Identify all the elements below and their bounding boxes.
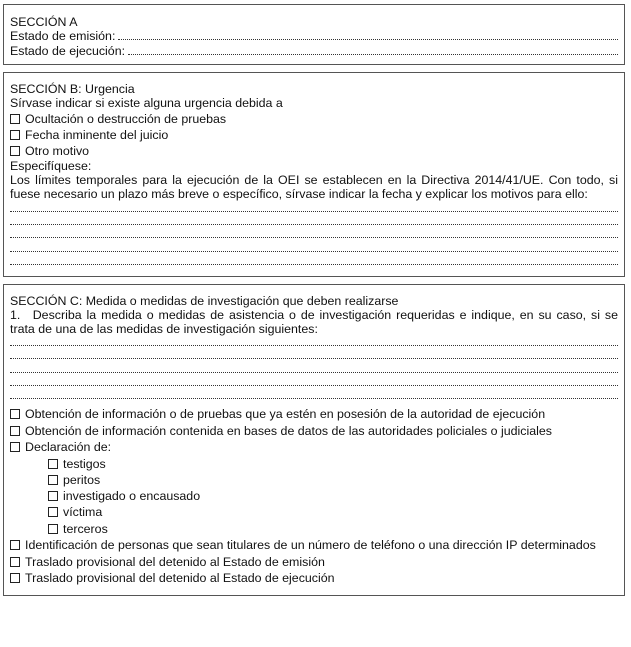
sub-option-experts[interactable] <box>48 473 618 487</box>
checkbox-icon[interactable] <box>48 475 58 485</box>
executing-state-row <box>10 44 618 58</box>
dotted-line[interactable] <box>10 236 618 238</box>
dotted-line[interactable] <box>10 263 618 265</box>
option-label: Fecha inminente del juicio <box>25 128 169 142</box>
option-label: testigos <box>63 457 106 471</box>
sub-option-victim[interactable] <box>48 505 618 519</box>
option-label: Traslado provisional del detenido al Estado de emisión <box>25 555 325 569</box>
sub-option-third-parties[interactable] <box>48 522 618 536</box>
issuing-state-label: Estado de emisión: <box>10 29 116 43</box>
checkbox-icon[interactable] <box>48 491 58 501</box>
executing-state-label: Estado de ejecución: <box>10 44 126 58</box>
option-label: Declaración de: <box>25 440 112 454</box>
dotted-line[interactable] <box>10 210 618 212</box>
option-transfer-executing[interactable] <box>10 571 618 585</box>
option-label: Traslado provisional del detenido al Estado de ejecución <box>25 571 335 585</box>
checkbox-icon[interactable] <box>48 524 58 534</box>
section-b-intro: Sírvase indicar si existe alguna urgencia debida a <box>10 96 283 110</box>
section-a-title: SECCIÓN A <box>10 15 78 29</box>
dotted-line[interactable] <box>10 357 618 359</box>
option-label: Obtención de información o de pruebas que ya estén en posesión de la autoridad de ejecución <box>25 407 546 421</box>
dotted-line[interactable] <box>10 250 618 252</box>
section-b <box>3 72 625 277</box>
issuing-state-field[interactable] <box>118 29 618 43</box>
checkbox-icon[interactable] <box>10 442 20 452</box>
option-label: Otro motivo <box>25 144 90 158</box>
checkbox-icon[interactable] <box>10 409 20 419</box>
dotted-line[interactable] <box>10 384 618 386</box>
dotted-line[interactable] <box>10 397 618 399</box>
option-label: investigado o encausado <box>63 489 201 503</box>
option-destruction[interactable] <box>10 112 618 126</box>
option-declaration[interactable] <box>10 440 618 454</box>
option-evidence-possession[interactable] <box>10 407 618 421</box>
option-label: víctima <box>63 505 103 519</box>
option-label: peritos <box>63 473 101 487</box>
option-label: Ocultación o destrucción de pruebas <box>25 112 227 126</box>
checkbox-icon[interactable] <box>10 146 20 156</box>
checkbox-icon[interactable] <box>10 426 20 436</box>
option-database-info[interactable] <box>10 424 618 438</box>
dotted-line[interactable] <box>10 223 618 225</box>
specify-label: Especifíquese: <box>10 159 92 173</box>
section-b-title: SECCIÓN B: Urgencia <box>10 82 135 96</box>
sub-option-suspect[interactable] <box>48 489 618 503</box>
option-phone-ip-identification[interactable] <box>10 538 618 552</box>
dotted-line[interactable] <box>10 371 618 373</box>
option-label: terceros <box>63 522 108 536</box>
item-1-instruction: 1. Describa la medida o medidas de asistencia o de investigación requeridas e indique, en su caso, si se trata de una de las medidas de investigación siguientes: <box>10 308 618 336</box>
option-label: Identificación de personas que sean titulares de un número de teléfono o una dirección IP determinados <box>25 538 596 552</box>
checkbox-icon[interactable] <box>10 540 20 550</box>
dotted-line[interactable] <box>10 344 618 346</box>
checkbox-icon[interactable] <box>10 573 20 583</box>
checkbox-icon[interactable] <box>10 130 20 140</box>
checkbox-icon[interactable] <box>10 557 20 567</box>
executing-state-field[interactable] <box>128 44 618 58</box>
checkbox-icon[interactable] <box>48 459 58 469</box>
checkbox-icon[interactable] <box>48 507 58 517</box>
section-c-title: SECCIÓN C: Medida o medidas de investigación que deben realizarse <box>10 294 399 308</box>
section-a <box>3 4 625 65</box>
option-trial-date[interactable] <box>10 128 618 142</box>
issuing-state-row <box>10 29 618 43</box>
option-transfer-issuing[interactable] <box>10 555 618 569</box>
section-c <box>3 284 625 596</box>
option-label: Obtención de información contenida en bases de datos de las autoridades policiales o judiciales <box>25 424 552 438</box>
option-other[interactable] <box>10 144 618 158</box>
time-limits-paragraph: Los límites temporales para la ejecución de la OEI se establecen en la Directiva 2014/41/UE. Con todo, si fuese necesario un plazo más breve o específico, sírvase indicar la fecha y explicar los motivos para ello: <box>10 173 618 201</box>
checkbox-icon[interactable] <box>10 114 20 124</box>
sub-option-witnesses[interactable] <box>48 457 618 471</box>
